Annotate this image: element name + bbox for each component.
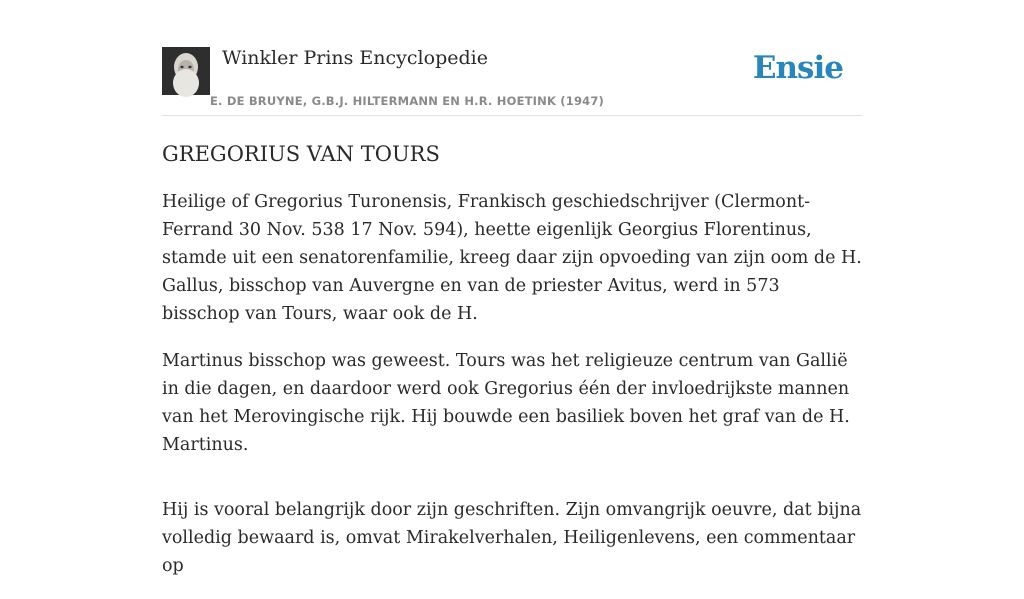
article-title: GREGORIUS VAN TOURS	[162, 142, 440, 166]
ensie-logo-link[interactable]: Ensie	[752, 50, 843, 86]
article	[162, 138, 862, 599]
avatar-portrait-icon	[162, 47, 210, 95]
author-avatar[interactable]	[162, 47, 210, 95]
page-header	[162, 40, 862, 116]
site-title-link[interactable]: Winkler Prins Encyclopedie	[222, 47, 488, 69]
paragraph-spacer	[162, 478, 862, 496]
article-paragraph: Hij is vooral belangrijk door zijn geschriften. Zijn omvangrijk oeuvre, dat bijna volledig bewaard is, omvat Mirakelverhalen, Heiligenlevens, een commentaar op	[162, 500, 862, 576]
article-paragraph: Heilige of Gregorius Turonensis, Frankisch geschiedschrijver (Clermont-Ferrand 30 Nov. 538 17 Nov. 594), heette eigenlijk Georgius Florentinus, stamde uit een senatorenfamilie, kreeg daar zijn opvoeding van zijn oom de H. Gallus, bisschop van Auvergne en van de priester Avitus, werd in 573 bisschop van Tours, waar ook de H.	[162, 192, 862, 324]
authors-credit: E. DE BRUYNE, G.B.J. HILTERMANN EN H.R. HOETINK (1947)	[210, 94, 605, 108]
article-paragraph: Martinus bisschop was geweest. Tours was het religieuze centrum van Gallië in die dagen, en daardoor werd ook Gregorius één der invloedrijkste mannen van het Merovingische rijk. Hij bouwde een basiliek boven het graf van de H. Martinus.	[162, 351, 850, 455]
